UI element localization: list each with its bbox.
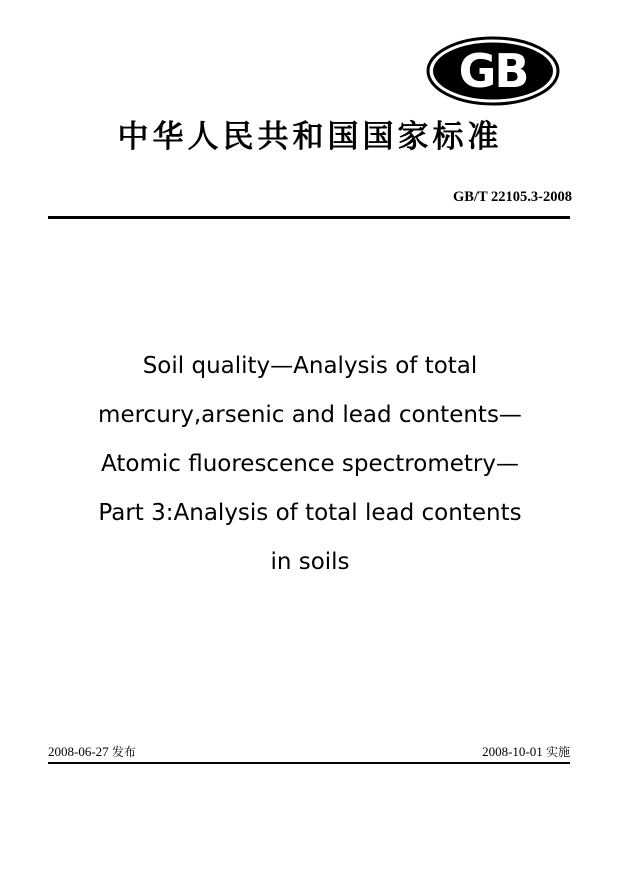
document-title	[0, 342, 620, 587]
standard-number: GB/T 22105.3-2008	[453, 189, 572, 205]
date-row	[48, 743, 570, 761]
implement-label: 实施	[545, 745, 570, 759]
gb-logo	[426, 36, 560, 106]
issue-date-group	[48, 743, 136, 760]
implement-date-group	[482, 743, 570, 760]
implement-date: 2008-10-01	[482, 744, 543, 759]
title-line-3: Atomic fluorescence spectrometry—	[101, 451, 519, 477]
title-line-5: in soils	[270, 549, 350, 575]
svg-text:GB: GB	[458, 44, 528, 98]
issue-date: 2008-06-27	[48, 744, 109, 759]
title-line-2: mercury,arsenic and lead contents—	[98, 402, 522, 428]
title-line-1: Soil quality—Analysis of total	[142, 353, 478, 379]
bottom-divider	[48, 762, 570, 764]
issue-label: 发布	[111, 745, 136, 759]
top-divider	[48, 216, 570, 219]
title-line-4: Part 3:Analysis of total lead contents	[98, 500, 522, 526]
standard-name: 中华人民共和国国家标准	[117, 119, 503, 155]
